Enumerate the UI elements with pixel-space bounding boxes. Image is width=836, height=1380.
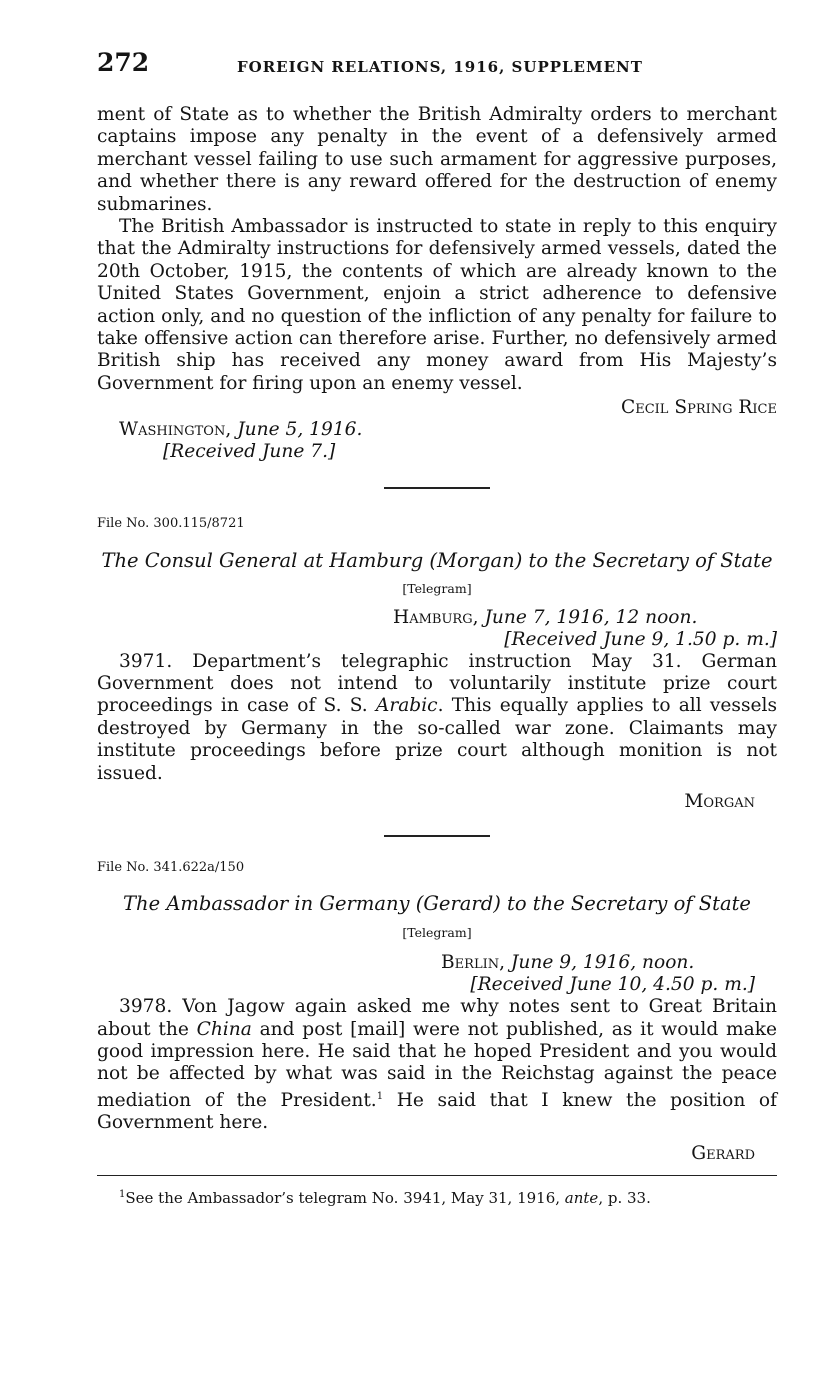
footnote-rule — [97, 1175, 777, 1176]
received-line — [97, 629, 777, 651]
page-header — [97, 48, 777, 88]
footnote-marker: 1 — [119, 1188, 126, 1200]
dateline-place: Berlin, — [441, 952, 505, 974]
telegram-label: [Telegram] — [402, 924, 472, 940]
paragraph: ment of State as to whether the British Admiralty orders to merchant captains impose any penalty in the event of a defensively armed merchant vessel failing to use such armament for aggressive purposes, and whether there is any reward offered for the destruction of enemy submarines. — [97, 104, 777, 215]
dateline — [97, 607, 777, 629]
signature: Cecil Spring Rice — [621, 397, 777, 419]
dateline-date: June 7, 1916, 12 noon. — [484, 606, 698, 628]
telegram-body: 3971. Department’s telegraphic instruction May 31. German Government does not intend to voluntarily institute prize court proceedings in case of S. S. Arabic. This equally applies to all vessels destroyed by Germany in the so-called war zone. Claimants may institute proceedings before prize court although monition is not issued. — [97, 650, 777, 784]
running-title: FOREIGN RELATIONS, 1916, SUPPLEMENT — [237, 58, 643, 76]
ship-name: China — [196, 1018, 252, 1040]
divider — [384, 835, 490, 837]
dateline — [97, 419, 777, 441]
section-berlin-telegram — [97, 857, 777, 1165]
footnote: $^1$See the Ambassador’s telegram No. 3941, May 31, 1916, ante, p. 33. — [119, 1188, 651, 1207]
telegram-label: [Telegram] — [402, 581, 472, 597]
file-number: File No. 341.622a/150 — [97, 859, 245, 875]
received-line — [97, 441, 777, 463]
footnote-ref: 1 — [376, 1090, 384, 1102]
received-date: [Received June 10, 4.50 p. m.] — [470, 974, 755, 996]
document-page — [97, 48, 777, 1209]
signature: Morgan — [684, 790, 755, 812]
dateline — [97, 952, 777, 974]
section-hamburg-telegram — [97, 513, 777, 813]
received-date: [Received June 9, 1.50 p. m.] — [504, 628, 777, 650]
file-number: File No. 300.115/8721 — [97, 516, 245, 532]
ship-name: Arabic — [375, 695, 438, 717]
dateline-place: Hamburg, — [393, 606, 479, 628]
section-british-reply — [97, 104, 777, 463]
telegram-body: 3978. Von Jagow again asked me why notes sent to Great Britain about the China and post [mail] were not published, as it would make good impression here. He said that he hoped President and you would not be affected by what was said in the Reichstag against the peace mediation of the President.$^1$ He said that I knew the position of Government here. — [97, 996, 777, 1134]
received-date: [Received June 7.] — [163, 441, 336, 463]
page-number: 272 — [97, 48, 150, 77]
paragraph: The British Ambassador is instructed to state in reply to this enquiry that the Admiralty instructions for defensively armed vessels, dated the 20th October, 1915, the contents of which are already known to the United States Government, enjoin a strict adherence to defensive action only, and no question of the infliction of any penalty for failure to take offensive action can therefore arise. Further, no defensively armed British ship has received any money award from His Majesty’s Government for firing upon an enemy vessel. — [97, 216, 777, 394]
dateline-date: June 5, 1916. — [237, 419, 363, 441]
divider — [384, 487, 490, 489]
document-title: The Consul General at Hamburg (Morgan) to the Secretary of State — [101, 548, 773, 572]
document-title: The Ambassador in Germany (Gerard) to the Secretary of State — [123, 892, 751, 916]
dateline-date: June 9, 1916, noon. — [510, 952, 695, 974]
received-line — [97, 974, 777, 996]
signature: Gerard — [691, 1142, 755, 1164]
dateline-place: Washington, — [119, 419, 232, 441]
